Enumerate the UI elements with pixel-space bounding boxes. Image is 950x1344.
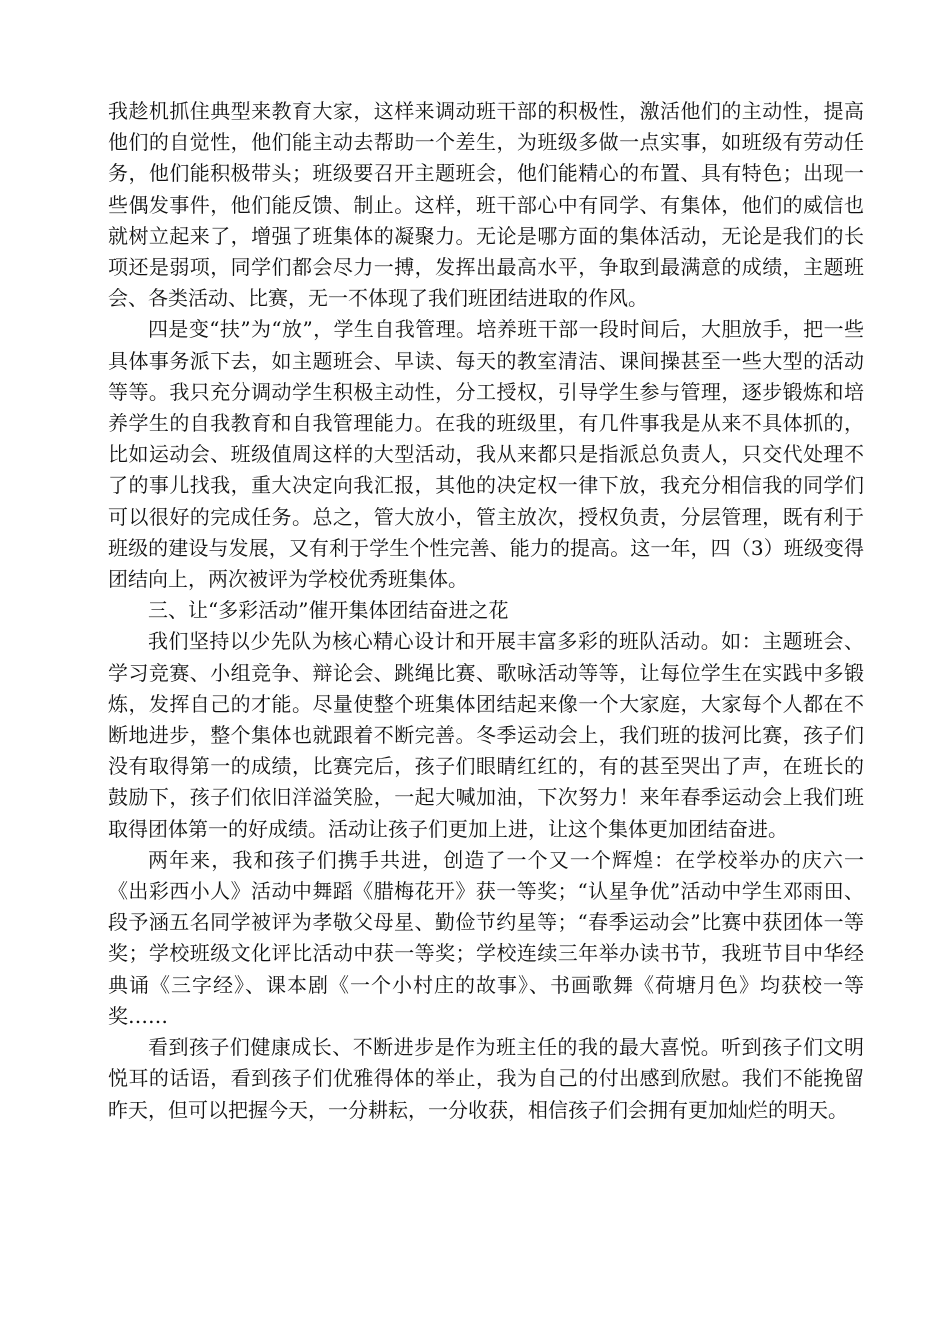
paragraph-self-management: 四是变“扶”为“放”，学生自我管理。培养班干部一段时间后，大胆放手，把一些具体事务派下去，如主题班会、早读、每天的教室清洁、课间操甚至一些大型的活动等等。我只充分调动学生积极主动性，分工授权，引导学生参与管理，逐步锻炼和培养学生的自我教育和自我管理能力。在我的班级里，有几件事我是从来不具体抓的，比如运动会、班级值周这样的大型活动，我从来都只是指派总负责人，只交代处理不了的事儿找我，重大决定向我汇报，其他的决定权一律下放，我充分相信我的同学们可以很好的完成任务。总之，管大放小，管主放次，授权负责，分层管理，既有利于班级的建设与发展，又有利于学生个性完善、能力的提高。这一年，四（3）班级变得团结向上，两次被评为学校优秀班集体。 [108,317,864,592]
paragraph-achievements: 两年来，我和孩子们携手共进，创造了一个又一个辉煌：在学校举办的庆六一《出彩西小人》活动中舞蹈《腊梅花开》获一等奖；“认星争优”活动中学生邓雨田、段予涵五名同学被评为孝敬父母星、勤俭节约星等；“春季运动会”比赛中获团体一等奖；学校班级文化评比活动中获一等奖；学校连续三年举办读书节，我班节目中华经典诵《三字经》、课本剧《一个小村庄的故事》、书画歌舞《荷塘月色》均获校一等奖…… [108,847,864,1028]
paragraph-continuation: 我趁机抓住典型来教育大家，这样来调动班干部的积极性，激活他们的主动性，提高他们的自觉性，他们能主动去帮助一个差生，为班级多做一点实事，如班级有劳动任务，他们能积极带头；班级要召开主题班会，他们能精心的布置、具有特色；出现一些偶发事件，他们能反馈、制止。这样，班干部心中有同学、有集体，他们的威信也就树立起来了，增强了班集体的凝聚力。无论是哪方面的集体活动，无论是我们的长项还是弱项，同学们都会尽力一搏，发挥出最高水平，争取到最满意的成绩，主题班会、各类活动、比赛，无一不体现了我们班团结进取的作风。 [108,99,864,311]
section-heading-activities: 三、让“多彩活动”催开集体团结奋进之花 [148,598,509,623]
paragraph-conclusion: 看到孩子们健康成长、不断进步是作为班主任的我的最大喜悦。听到孩子们文明悦耳的话语，看到孩子们优雅得体的举止，我为自己的付出感到欣慰。我们不能挽留昨天，但可以把握今天，一分耕耘，一分收获，相信孩子们会拥有更加灿烂的明天。 [108,1035,864,1122]
document-page [108,96,864,1126]
paragraph-activities: 我们坚持以少先队为核心精心设计和开展丰富多彩的班队活动。如：主题班会、学习竞赛、小组竞争、辩论会、跳绳比赛、歌咏活动等等，让每位学生在实践中多锻炼，发挥自己的才能。尽量使整个班集体团结起来像一个大家庭，大家每个人都在不断地进步，整个集体也就跟着不断完善。冬季运动会上，我们班的拔河比赛，孩子们没有取得第一的成绩，比赛完后，孩子们眼睛红红的，有的甚至哭出了声，在班长的鼓励下，孩子们依旧洋溢笑脸，一起大喊加油，下次努力！来年春季运动会上我们班取得团体第一的好成绩。活动让孩子们更加上进，让这个集体更加团结奋进。 [108,629,864,841]
